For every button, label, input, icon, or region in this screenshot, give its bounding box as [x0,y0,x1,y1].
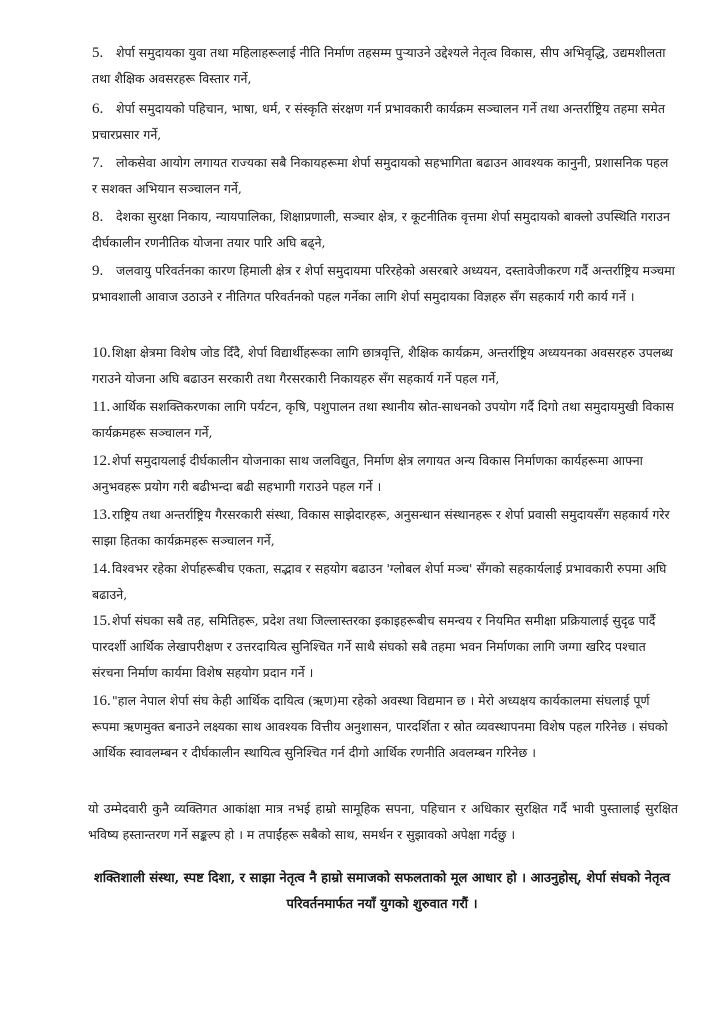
item-number: 15. [92,613,111,629]
closing-statement: शक्तिशाली संस्था, स्पष्ट दिशा, र साझा नेतृत्व नै हाम्रो समाजको सफलताको मूल आधार हो । आउनुहोस्, शेर्पा संघको नेतृत्व परिवर्तनमार्फत नयाँ युगको शुरुवात गरौं । [93,871,671,912]
item-text: आर्थिक सशक्तिकरणका लागि पर्यटन, कृषि, पशुपालन तथा स्थानीय स्रोत-साधनको उपयोग गर्दै दिगो तथा समुदायमुखी विकास कार्यक्रमहरू सञ्चालन गर्ने, [92,399,674,440]
item-text: शेर्पा समुदायको पहिचान, भाषा, धर्म, र संस्कृति संरक्षण गर्न प्रभावकारी कार्यक्रम सञ्चालन गर्ने तथा अन्तर्राष्ट्रिय तहमा समेत प्रचारप्रसार गर्ने, [92,101,665,142]
item-number: 9. [92,263,104,279]
list-item [92,556,676,608]
item-number: 16. [92,693,111,709]
item-number: 8. [92,209,104,225]
item-number: 6. [92,101,104,117]
list-item [92,340,676,392]
list-item [92,448,676,500]
list-item [92,502,676,554]
item-number: 5. [92,45,104,61]
item-number: 7. [92,155,104,171]
item-text: राष्ट्रिय तथा अन्तर्राष्ट्रिय गैरसरकारी संस्था, विकास साझेदारहरू, अनुसन्धान संस्थानहरू र शेर्पा प्रवासी समुदायसँग सहकार्य गरेर साझा हितका कार्यक्रमहरू सञ्चालन गर्ने, [92,507,670,548]
list-item [92,394,676,446]
item-number: 13. [92,507,111,523]
item-text: जलवायु परिवर्तनका कारण हिमाली क्षेत्र र शेर्पा समुदायमा परिरहेको असरबारे अध्ययन, दस्तावेजीकरण गर्दै अन्तर्राष्ट्रिय मञ्चमा प्रभावशाली आवाज उठाउने र नीतिगत परिवर्तनको पहल गर्नेका लागि शेर्पा समुदायका विज्ञहरु सँग सहकार्य गरी कार्य गर्ने । [92,263,675,304]
item-text: शेर्पा समुदायलाई दीर्घकालीन योजनाका साथ जलविद्युत, निर्माण क्षेत्र लगायत अन्य विकास निर्माणका कार्यहरूमा आफ्ना अनुभवहरू प्रयोग गरी बढीभन्दा बढी सहभागी गराउने पहल गर्ने । [92,453,643,494]
item-number: 10. [92,345,111,361]
list-item [92,608,676,686]
item-text: देशका सुरक्षा निकाय, न्यायपालिका, शिक्षाप्रणाली, सञ्चार क्षेत्र, र कूटनीतिक वृत्तमा शेर्पा समुदायको बाक्लो उपस्थिति गराउन दीर्घकालीन रणनीतिक योजना तयार पारि अघि बढ्ने, [92,209,670,250]
list-item [92,688,676,766]
item-text: "हाल नेपाल शेर्पा संघ केही आर्थिक दायित्व (ऋण)मा रहेको अवस्था विद्यमान छ । मेरो अध्यक्षय कार्यकालमा संघलाई पूर्ण रूपमा ऋणमुक्त बनाउने लक्ष्यका साथ आवश्यक वित्तीय अनुशासन, पारदर्शिता र स्रोत व्यवस्थापनमा विशेष पहल गरिनेछ । संघको आर्थिक स्वावलम्बन र दीर्घकालीन स्थायित्व सुनिश्चित गर्न दीगो आर्थिक रणनीति अवलम्बन गरिनेछ । [92,693,668,760]
list-item [92,40,676,92]
item-number: 11. [92,399,111,415]
item-number: 12. [92,453,111,469]
item-text: शिक्षा क्षेत्रमा विशेष जोड दिँदै, शेर्पा विद्यार्थीहरूका लागि छात्रवृत्ति, शैक्षिक कार्यक्रम, अन्तर्राष्ट्रिय अध्ययनका अवसरहरु उपलब्ध गराउने योजना अघि बढाउन सरकारी तथा गैरसरकारी निकायहरु सँग सहकार्य गर्ने पहल गर्ने, [92,345,673,386]
item-number: 14. [92,561,111,577]
list-item [92,204,676,256]
item-text: विश्वभर रहेका शेर्पाहरूबीच एकता, सद्भाव र सहयोग बढाउन 'ग्लोबल शेर्पा मञ्च' सँगको सहकार्यलाई प्रभावकारी रुपमा अघि बढाउने, [92,561,667,602]
item-text: शेर्पा समुदायका युवा तथा महिलाहरूलाई नीति निर्माण तहसम्म पुर्‍याउने उद्देश्यले नेतृत्व विकास, सीप अभिवृद्धि, उद्यमशीलता तथा शैक्षिक अवसरहरू विस्तार गर्ने, [92,45,666,86]
item-text: लोकसेवा आयोग लगायत राज्यका सबै निकायहरूमा शेर्पा समुदायको सहभागिता बढाउन आवश्यक कानुनी, प्रशासनिक पहल र सशक्त अभियान सञ्चालन गर्ने, [92,155,669,196]
list-item [92,150,676,202]
list-item [92,96,676,148]
list-item [92,258,676,310]
candidacy-paragraph: यो उम्मेदवारी कुनै व्यक्तिगत आकांक्षा मात्र नभई हाम्रो सामूहिक सपना, पहिचान र अधिकार सुरक्षित गर्दै भावी पुस्तालाई सुरक्षित भविष्य हस्तान्तरण गर्ने सङ्कल्प हो । म तपाईंहरू सबैको साथ, समर्थन र सुझावको अपेक्षा गर्दछु । [88,801,678,842]
item-text: शेर्पा संघका सबै तह, समितिहरू, प्रदेश तथा जिल्लास्तरका इकाइहरूबीच समन्वय र नियमित समीक्षा प्रक्रियालाई सुदृढ पार्दै पारदर्शी आर्थिक लेखापरीक्षण र उत्तरदायित्व सुनिश्चित गर्ने साथै संघको सबै तहमा भवन निर्माणका लागि जग्गा खरिद पश्चात संरचना निर्माण कार्यमा विशेष सहयोग प्रदान गर्ने । [92,613,656,680]
